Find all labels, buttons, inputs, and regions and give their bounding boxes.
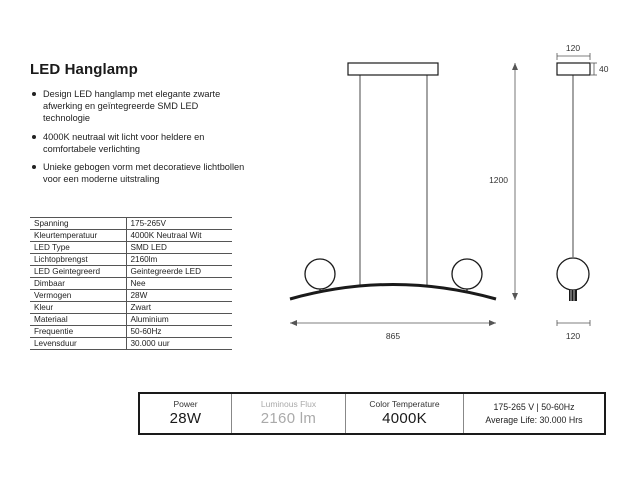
spec-label: Spanning bbox=[30, 218, 126, 230]
voltage-line: 175-265 V | 50-60Hz bbox=[493, 401, 575, 412]
arrow-down-icon bbox=[512, 293, 518, 300]
side-width-label: 120 bbox=[565, 331, 581, 341]
spec-label: LED Type bbox=[30, 242, 126, 254]
arrow-right-icon bbox=[489, 320, 496, 326]
spec-label: Dimbaar bbox=[30, 278, 126, 290]
spec-value: 2160lm bbox=[126, 254, 232, 266]
spec-value: 175-265V bbox=[126, 218, 232, 230]
flux-value: 2160 lm bbox=[260, 410, 317, 427]
globe-side bbox=[557, 258, 589, 290]
canopy-width-label: 120 bbox=[565, 43, 581, 53]
spec-label: Lichtopbrengst bbox=[30, 254, 126, 266]
height-label: 1200 bbox=[489, 175, 508, 185]
power-cell bbox=[140, 394, 232, 433]
spec-value: 28W bbox=[126, 290, 232, 302]
color-temp-cell bbox=[346, 394, 464, 433]
canopy-side bbox=[557, 63, 590, 75]
arrow-left-icon bbox=[290, 320, 297, 326]
feature-item: 4000K neutraal wit licht voor heldere en comfortabele verlichting bbox=[30, 131, 245, 155]
spec-label: Materiaal bbox=[30, 314, 126, 326]
spec-label: Levensduur bbox=[30, 338, 126, 350]
electrical-cell bbox=[464, 394, 604, 433]
power-label: Power bbox=[173, 399, 198, 409]
spec-label: Vermogen bbox=[30, 290, 126, 302]
power-value: 28W bbox=[169, 410, 202, 427]
spec-label: LED Geintegreerd bbox=[30, 266, 126, 278]
spec-value: 50-60Hz bbox=[126, 326, 232, 338]
flux-label: Luminous Flux bbox=[260, 399, 317, 409]
color-temp-label: Color Temperature bbox=[369, 399, 440, 409]
flux-cell bbox=[232, 394, 346, 433]
arm-section-side bbox=[569, 290, 577, 301]
spec-value: Nee bbox=[126, 278, 232, 290]
spec-value: SMD LED bbox=[126, 242, 232, 254]
front-view bbox=[290, 63, 496, 299]
globe-right bbox=[452, 259, 482, 289]
spec-value: Geintegreerde LED bbox=[126, 266, 232, 278]
spec-value: Zwart bbox=[126, 302, 232, 314]
spec-value: Aluminium bbox=[126, 314, 232, 326]
spec-label: Frequentie bbox=[30, 326, 126, 338]
spec-label: Kleurtemperatuur bbox=[30, 230, 126, 242]
canopy-height-label: 40 bbox=[599, 64, 609, 74]
arrow-up-icon bbox=[512, 63, 518, 70]
summary-bar bbox=[138, 392, 606, 435]
spec-value: 4000K Neutraal Wit bbox=[126, 230, 232, 242]
feature-item: Unieke gebogen vorm met decoratieve lichtbollen voor een moderne uitstraling bbox=[30, 161, 245, 185]
globe-left bbox=[305, 259, 335, 289]
spec-label: Kleur bbox=[30, 302, 126, 314]
side-view bbox=[557, 43, 609, 341]
color-temp-value: 4000K bbox=[382, 410, 427, 427]
width-dimension bbox=[290, 320, 496, 341]
height-dimension bbox=[489, 63, 518, 300]
spec-value: 30.000 uur bbox=[126, 338, 232, 350]
product-title: LED Hanglamp bbox=[30, 61, 138, 78]
canopy-front bbox=[348, 63, 438, 75]
width-label: 865 bbox=[385, 331, 401, 341]
feature-item: Design LED hanglamp met elegante zwarte afwerking en geïntegreerde SMD LED technologie bbox=[30, 88, 245, 125]
life-line: Average Life: 30.000 Hrs bbox=[485, 414, 583, 425]
